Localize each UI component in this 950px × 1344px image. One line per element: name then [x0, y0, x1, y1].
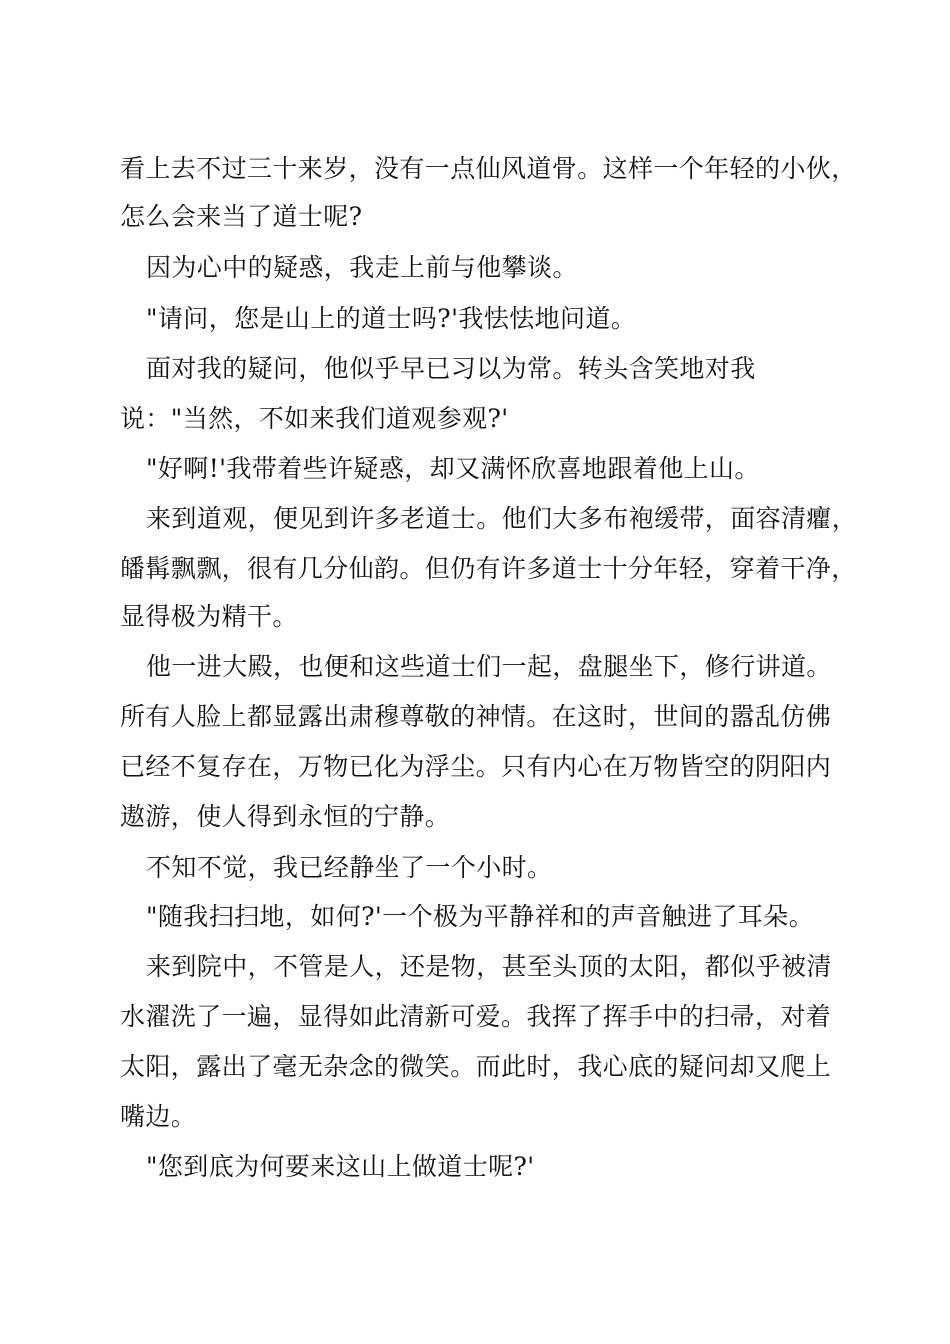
text-line: 不知不觉，我已经静坐了一个小时。 [146, 853, 553, 882]
text-line: 面对我的疑问，他似乎早已习以为常。转头含笑地对我 [146, 354, 756, 383]
text-line: 太阳，露出了毫无杂念的微笑。而此时，我心底的疑问却又爬上 [120, 1052, 832, 1081]
text-line: 水濯洗了一遍，显得如此清新可爱。我挥了挥手中的扫帚，对着 [120, 1002, 832, 1031]
text-line: 来到道观，便见到许多老道士。他们大多布袍缓带，面容清癯， [146, 504, 858, 533]
text-line: 他一进大殿，也便和这些道士们一起，盘腿坐下，修行讲道。 [146, 652, 832, 681]
text-line: 说："当然，不如来我们道观参观?' [120, 404, 509, 433]
text-line: 已经不复存在，万物已化为浮尘。只有内心在万物皆空的阴阳内 [120, 752, 832, 781]
text-line: 因为心中的疑惑，我走上前与他攀谈。 [146, 253, 578, 282]
text-line: "好啊!'我带着些许疑惑，却又满怀欣喜地跟着他上山。 [146, 454, 760, 483]
text-line: 看上去不过三十来岁，没有一点仙风道骨。这样一个年轻的小伙， [120, 154, 857, 183]
text-line: 显得极为精干。 [120, 602, 298, 631]
text-line: "请问，您是山上的道士吗?'我怯怯地问道。 [146, 304, 637, 333]
text-line: 嘴边。 [120, 1102, 197, 1131]
text-line: 皤髯飘飘，很有几分仙韵。但仍有许多道士十分年轻，穿着干净， [120, 554, 857, 583]
text-line: 怎么会来当了道士呢? [120, 202, 363, 231]
text-line: "您到底为何要来这山上做道士呢?' [146, 1152, 535, 1181]
text-line: 遨游，使人得到永恒的宁静。 [120, 802, 451, 831]
text-line: "随我扫扫地，如何?'一个极为平静祥和的声音触进了耳朵。 [146, 902, 814, 931]
text-line: 来到院中，不管是人，还是物，甚至头顶的太阳，都似乎被清 [146, 952, 832, 981]
text-line: 所有人脸上都显露出肃穆尊敬的神情。在这时，世间的嚣乱仿佛 [120, 702, 832, 731]
